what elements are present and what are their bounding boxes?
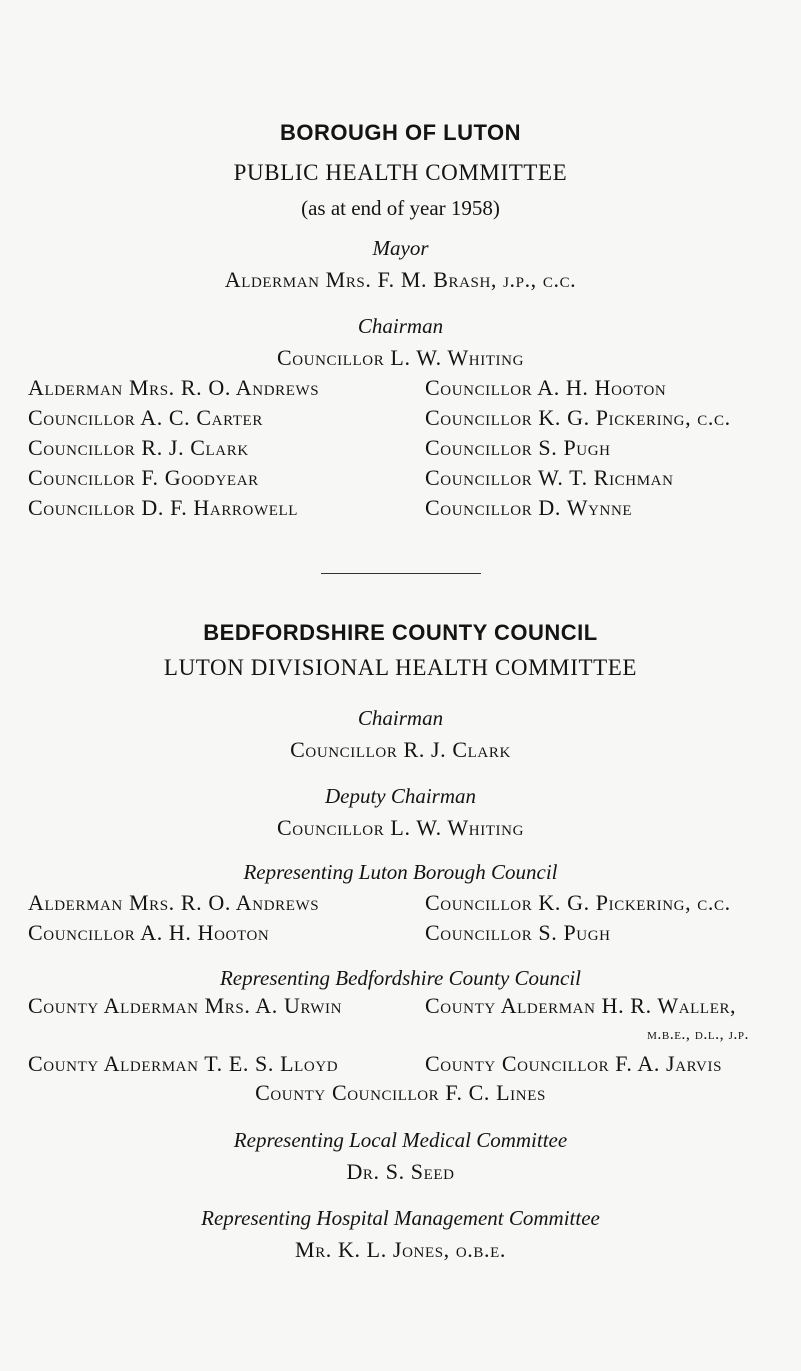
- borough-members-right: [425, 373, 731, 523]
- deputy-chairman-label: Deputy Chairman: [324, 784, 477, 808]
- borough-committee-title: PUBLIC HEALTH COMMITTEE: [233, 160, 568, 185]
- member-name: Councillor A. H. Hooton: [28, 920, 270, 945]
- member-name: Councillor K. G. Pickering, c.c.: [425, 405, 731, 430]
- county-rep-label: Representing Bedfordshire County Council: [219, 966, 582, 990]
- member-name: Councillor A. H. Hooton: [425, 375, 667, 400]
- deputy-chairman-name: Councillor L. W. Whiting: [276, 815, 525, 840]
- member-name: Councillor R. J. Clark: [28, 435, 249, 460]
- member-name: Councillor K. G. Pickering, c.c.: [425, 890, 731, 915]
- borough-members-left: [28, 373, 319, 523]
- member-honours: m.b.e., d.l., j.p.: [647, 1026, 749, 1043]
- member-name: County Alderman H. R. Waller,: [425, 993, 737, 1018]
- member-name: Councillor D. Wynne: [425, 495, 633, 520]
- hospital-rep-label: Representing Hospital Management Committee: [201, 1206, 600, 1230]
- mayor-label: Mayor: [372, 236, 429, 260]
- county-title: BEDFORDSHIRE COUNTY COUNCIL: [203, 620, 598, 645]
- member-name: County Alderman Mrs. A. Urwin: [28, 993, 343, 1018]
- member-name: County Alderman T. E. S. Lloyd: [28, 1051, 339, 1076]
- borough-rep-left: [28, 888, 319, 948]
- member-name: County Councillor F. A. Jarvis: [425, 1051, 723, 1076]
- member-name: Councillor D. F. Harrowell: [28, 495, 299, 520]
- member-name: Councillor S. Pugh: [425, 435, 611, 460]
- county-committee-title: LUTON DIVISIONAL HEALTH COMMITTEE: [163, 655, 638, 680]
- medical-rep-label: Representing Local Medical Committee: [233, 1128, 568, 1152]
- borough-rep-right: [425, 888, 731, 948]
- member-name: Councillor W. T. Richman: [425, 465, 674, 490]
- hospital-rep-name: Mr. K. L. Jones, o.b.e.: [295, 1237, 506, 1262]
- section-divider: [321, 573, 481, 574]
- as-at-note: (as at end of year 1958): [301, 196, 500, 220]
- member-name: County Councillor F. C. Lines: [255, 1080, 546, 1105]
- member-name: Alderman Mrs. R. O. Andrews: [28, 890, 320, 915]
- member-name: Councillor F. Goodyear: [28, 465, 259, 490]
- medical-rep-name: Dr. S. Seed: [346, 1159, 455, 1184]
- member-name: Councillor A. C. Carter: [28, 405, 263, 430]
- member-name: Councillor S. Pugh: [425, 920, 611, 945]
- borough-rep-label: Representing Luton Borough Council: [243, 860, 558, 884]
- county-chairman-label: Chairman: [357, 706, 444, 730]
- borough-title: BOROUGH OF LUTON: [279, 120, 522, 145]
- borough-chairman-label: Chairman: [357, 314, 444, 338]
- member-name: Alderman Mrs. R. O. Andrews: [28, 375, 320, 400]
- mayor-name: Alderman Mrs. F. M. Brash, j.p., c.c.: [224, 267, 577, 292]
- county-chairman-name: Councillor R. J. Clark: [290, 737, 511, 762]
- borough-chairman-name: Councillor L. W. Whiting: [276, 345, 525, 370]
